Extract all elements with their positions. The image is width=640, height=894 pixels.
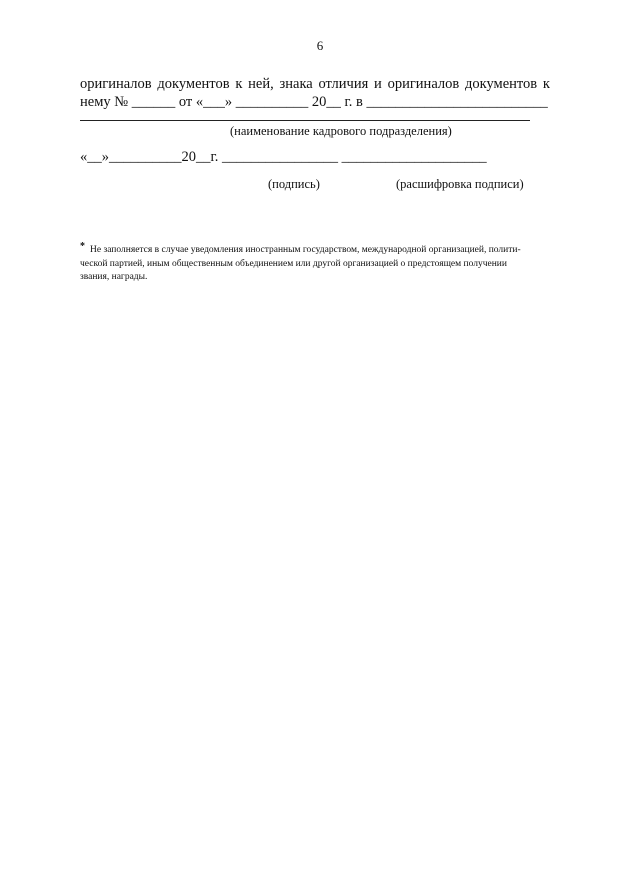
caption-signature: (подпись)	[268, 177, 320, 191]
line1-word: оригиналов	[387, 76, 460, 92]
date-signature-line: «__»__________20__г. ________________ ____________________	[80, 149, 487, 165]
line1-word: знака	[279, 76, 313, 92]
line1-word: ней,	[248, 76, 274, 92]
footnote-line-1: Не заполняется в случае уведомления иностранным государством, международной организацией, полити-	[90, 245, 521, 255]
caption-department: (наименование кадрового подразделения)	[230, 124, 452, 138]
caption-transcript: (расшифровка подписи)	[396, 177, 524, 191]
line1-word: отличия	[318, 76, 369, 92]
body-line-2: нему № ______ от «___» __________ 20__ г. в _________________________	[80, 94, 548, 110]
line1-word: и	[374, 76, 382, 92]
footnote-line-2: ческой партией, иным общественным объединением или другой организацией о предстоящем получении	[80, 258, 507, 269]
footnote	[80, 241, 550, 285]
footnote-line-3: звания, награды.	[80, 272, 148, 282]
page-number: 6	[316, 38, 324, 53]
department-underline	[80, 120, 530, 121]
line1-word: документов	[465, 76, 538, 92]
line1-word: к	[235, 76, 243, 92]
body-line-1	[80, 76, 550, 93]
line1-word: к	[542, 76, 550, 92]
line1-word: документов	[157, 76, 230, 92]
footnote-marker: *	[80, 241, 85, 252]
line1-word: оригиналов	[80, 76, 152, 92]
